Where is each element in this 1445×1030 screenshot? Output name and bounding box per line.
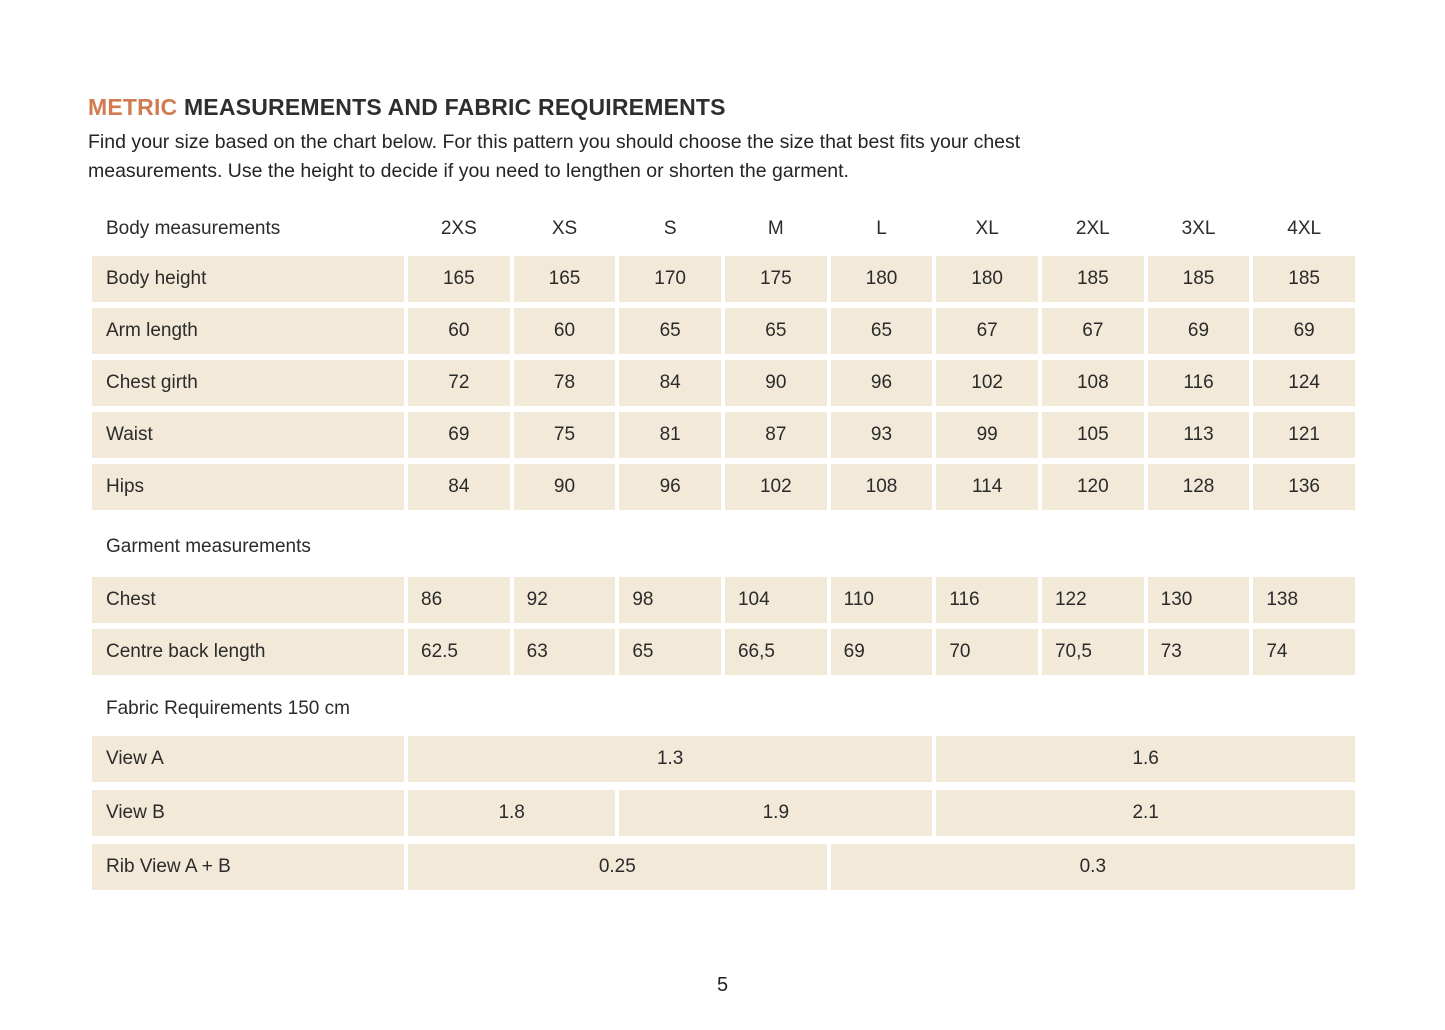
row-label: View A — [92, 736, 404, 782]
size-column-header: XS — [551, 218, 578, 239]
row-label: Chest — [92, 577, 404, 623]
value-cell: 65 — [619, 629, 721, 675]
merged-value-cell: 1.6 — [936, 736, 1355, 782]
value-cell: 116 — [1148, 360, 1250, 406]
value-cell: 185 — [1253, 256, 1355, 302]
value-cell: 165 — [514, 256, 616, 302]
merged-value-cell: 2.1 — [936, 790, 1355, 836]
value-cell: 90 — [725, 360, 827, 406]
value-cell: 104 — [725, 577, 827, 623]
value-cell: 81 — [619, 412, 721, 458]
intro-line-1: Find your size based on the chart below. For this pattern you should choose the size that best fits your chest — [88, 131, 1021, 153]
value-cell: 185 — [1148, 256, 1250, 302]
value-cell: 65 — [725, 308, 827, 354]
row-label: Waist — [92, 412, 404, 458]
size-column-header: 2XS — [440, 218, 477, 239]
value-cell: 69 — [408, 412, 510, 458]
body-measurement-row — [92, 308, 1355, 354]
value-cell: 60 — [514, 308, 616, 354]
value-cell: 128 — [1148, 464, 1250, 510]
merged-value-cell: 1.9 — [619, 790, 932, 836]
value-cell: 138 — [1253, 577, 1355, 623]
fabric-section-row — [92, 681, 1355, 736]
value-cell: 73 — [1148, 629, 1250, 675]
row-label: Body height — [92, 256, 404, 302]
garment-measurement-row — [92, 629, 1355, 675]
value-cell: 136 — [1253, 464, 1355, 510]
value-cell: 114 — [936, 464, 1038, 510]
row-label: Centre back length — [92, 629, 404, 675]
value-cell: 69 — [1253, 308, 1355, 354]
fabric-requirement-row — [92, 844, 1355, 890]
merged-value-cell: 0.3 — [831, 844, 1355, 890]
value-cell: 102 — [725, 464, 827, 510]
body-measurement-row — [92, 256, 1355, 302]
value-cell: 108 — [831, 464, 933, 510]
page-number: 5 — [716, 974, 729, 996]
size-column-header: 4XL — [1287, 218, 1322, 239]
value-cell: 105 — [1042, 412, 1144, 458]
body-measurement-row — [92, 360, 1355, 406]
value-cell: 124 — [1253, 360, 1355, 406]
value-cell: 113 — [1148, 412, 1250, 458]
merged-value-cell: 0.25 — [408, 844, 827, 890]
value-cell: 69 — [1148, 308, 1250, 354]
column-header-body-measurements: Body measurements — [106, 218, 281, 239]
garment-section-label: Garment measurements — [106, 535, 311, 557]
row-label: View B — [92, 790, 404, 836]
fabric-section-label: Fabric Requirements 150 cm — [106, 697, 350, 719]
size-column-header: L — [876, 218, 887, 239]
intro-paragraph — [88, 128, 1445, 186]
value-cell: 121 — [1253, 412, 1355, 458]
value-cell: 170 — [619, 256, 721, 302]
value-cell: 78 — [514, 360, 616, 406]
merged-value-cell: 1.8 — [408, 790, 615, 836]
value-cell: 96 — [831, 360, 933, 406]
page-title — [88, 94, 1445, 121]
size-column-header: 3XL — [1181, 218, 1216, 239]
body-measurement-row — [92, 464, 1355, 510]
value-cell: 75 — [514, 412, 616, 458]
value-cell: 165 — [408, 256, 510, 302]
value-cell: 84 — [619, 360, 721, 406]
value-cell: 90 — [514, 464, 616, 510]
value-cell: 180 — [831, 256, 933, 302]
row-label: Chest girth — [92, 360, 404, 406]
value-cell: 66,5 — [725, 629, 827, 675]
value-cell: 69 — [831, 629, 933, 675]
value-cell: 84 — [408, 464, 510, 510]
measurements-table — [92, 211, 1355, 890]
intro-line-2: measurements. Use the height to decide if you need to lengthen or shorten the garment. — [88, 160, 849, 182]
value-cell: 108 — [1042, 360, 1144, 406]
value-cell: 74 — [1253, 629, 1355, 675]
value-cell: 110 — [831, 577, 933, 623]
value-cell: 62.5 — [408, 629, 510, 675]
value-cell: 175 — [725, 256, 827, 302]
fabric-requirement-row — [92, 790, 1355, 836]
value-cell: 99 — [936, 412, 1038, 458]
value-cell: 72 — [408, 360, 510, 406]
body-measurement-row — [92, 412, 1355, 458]
value-cell: 70,5 — [1042, 629, 1144, 675]
value-cell: 86 — [408, 577, 510, 623]
value-cell: 120 — [1042, 464, 1144, 510]
value-cell: 60 — [408, 308, 510, 354]
value-cell: 87 — [725, 412, 827, 458]
row-label: Arm length — [92, 308, 404, 354]
size-column-header: XL — [975, 218, 999, 239]
value-cell: 96 — [619, 464, 721, 510]
value-cell: 65 — [619, 308, 721, 354]
table-header-row — [92, 211, 1355, 247]
garment-measurement-row — [92, 577, 1355, 623]
fabric-requirement-row — [92, 736, 1355, 782]
value-cell: 102 — [936, 360, 1038, 406]
value-cell: 116 — [936, 577, 1038, 623]
value-cell: 130 — [1148, 577, 1250, 623]
value-cell: 98 — [619, 577, 721, 623]
row-label: Rib View A + B — [92, 844, 404, 890]
value-cell: 65 — [831, 308, 933, 354]
value-cell: 70 — [936, 629, 1038, 675]
value-cell: 185 — [1042, 256, 1144, 302]
size-column-header: M — [767, 218, 784, 239]
page-title-rest: MEASUREMENTS AND FABRIC REQUIREMENTS — [183, 94, 726, 120]
size-column-header: 2XL — [1075, 218, 1110, 239]
value-cell: 67 — [1042, 308, 1144, 354]
value-cell: 63 — [514, 629, 616, 675]
merged-value-cell: 1.3 — [408, 736, 932, 782]
value-cell: 122 — [1042, 577, 1144, 623]
row-label: Hips — [92, 464, 404, 510]
value-cell: 67 — [936, 308, 1038, 354]
page-title-highlight: METRIC — [88, 94, 178, 120]
garment-section-row — [92, 516, 1355, 577]
value-cell: 180 — [936, 256, 1038, 302]
value-cell: 93 — [831, 412, 933, 458]
value-cell: 92 — [514, 577, 616, 623]
size-column-header: S — [663, 218, 677, 239]
